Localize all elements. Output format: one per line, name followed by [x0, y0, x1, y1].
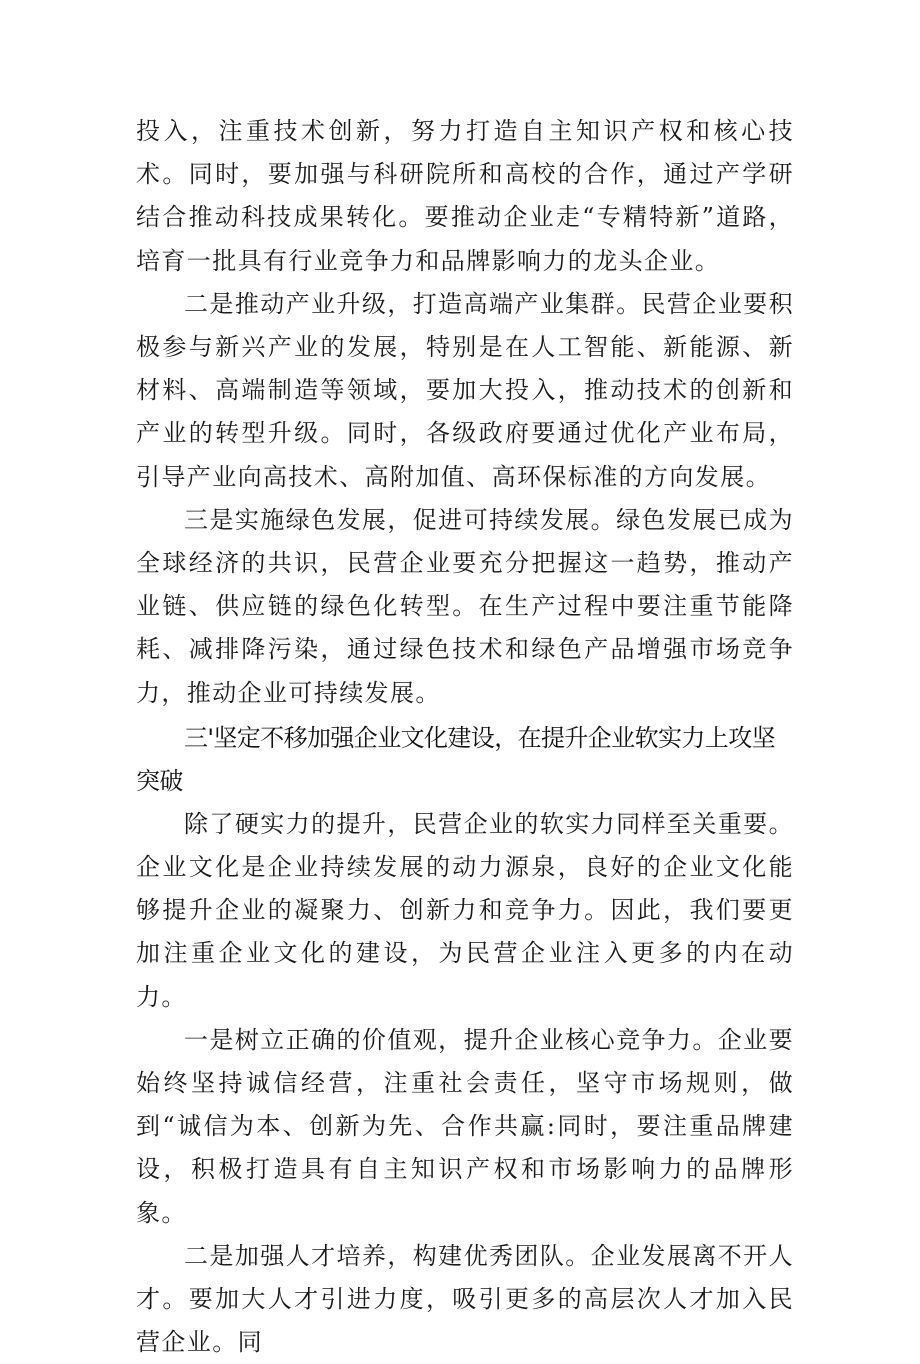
document-body [136, 110, 794, 1364]
section-heading-corporate-culture: 三'坚定不移加强企业文化建设，在提升企业软实力上攻坚突破 [136, 723, 775, 795]
paragraph-talent: 二是加强人才培养，构建优秀团队。企业发展离不开人才。要加大人才引进力度，吸引更多的高层次人才加入民营企业。同 [136, 1241, 794, 1357]
paragraph-soft-power: 除了硬实力的提升，民营企业的软实力同样至关重要。企业文化是企业持续发展的动力源泉，良好的企业文化能够提升企业的凝聚力、创新力和竞争力。因此，我们要更加注重企业文化的建设，为民营企业注入更多的内在动力。 [136, 809, 794, 1011]
paragraph-green-development: 三是实施绿色发展，促进可持续发展。绿色发展已成为全球经济的共识，民营企业要充分把握这一趋势，推动产业链、供应链的绿色化转型。在生产过程中要注重节能降耗、减排降污染，通过绿色技术和绿色产品增强市场竞争力，推动企业可持续发展。 [136, 505, 794, 707]
paragraph-values: 一是树立正确的价值观，提升企业核心竞争力。企业要始终坚持诚信经营，注重社会责任，坚守市场规则，做到“诚信为本、创新为先、合作共赢:同时，要注重品牌建设，积极打造具有自主知识产权和市场影响力的品牌形象。 [136, 1025, 794, 1227]
paragraph-continuation: 投入，注重技术创新，努力打造自主知识产权和核心技术。同时，要加强与科研院所和高校的合作，通过产学研结合推动科技成果转化。要推动企业走“专精特新”道路，培育一批具有行业竞争力和品牌影响力的龙头企业。 [136, 117, 794, 275]
paragraph-industry-upgrade: 二是推动产业升级，打造高端产业集群。民营企业要积极参与新兴产业的发展，特别是在人工智能、新能源、新材料、高端制造等领域，要加大投入，推动技术的创新和产业的转型升级。同时，各级政府要通过优化产业布局，引导产业向高技术、高附加值、高环保标准的方向发展。 [136, 289, 794, 491]
